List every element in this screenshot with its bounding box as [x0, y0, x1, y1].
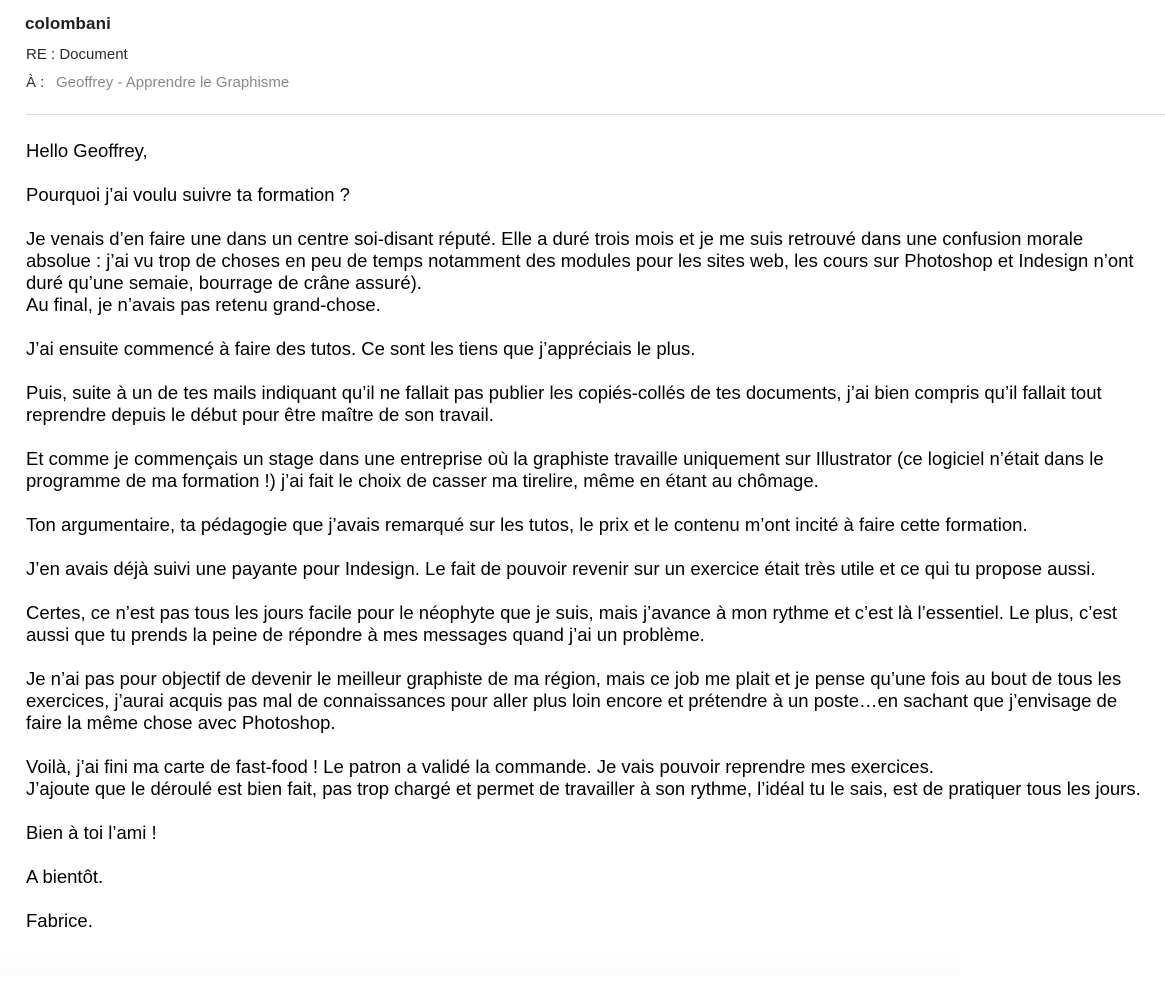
- body-paragraph: Je venais d’en faire une dans un centre soi-disant réputé. Elle a duré trois mois et je me suis retrouvé dans une confusion morale absolue : j’ai vu trop de choses en peu de temps notamment des modules pour les sites web, les cours sur Photoshop et Indesign n’ont duré qu’une semaie, bourrage de crâne assuré). Au final, je n’avais pas retenu grand-chose.: [26, 228, 1134, 315]
- email-header: [0, 0, 1165, 116]
- body-paragraph: Et comme je commençais un stage dans une entreprise où la graphiste travaille uniquement sur Illustrator (ce logiciel n’était dans le programme de ma formation !) j’ai fait le choix de casser ma tirelire, même en étant au chômage.: [26, 448, 1104, 491]
- recipient-label: À :: [26, 74, 45, 91]
- body-paragraph: Ton argumentaire, ta pédagogie que j’avais remarqué sur les tutos, le prix et le contenu m’ont incité à faire cette formation.: [26, 514, 1028, 535]
- body-paragraph-closing: A bientôt.: [26, 866, 104, 887]
- body-paragraph: Certes, ce n’est pas tous les jours facile pour le néophyte que je suis, mais j’avance à mon rythme et c’est là l’essentiel. Le plus, c’est aussi que tu prends la peine de répondre à mes messages quand j’ai un problème.: [26, 602, 1118, 645]
- body-paragraph: Voilà, j’ai fini ma carte de fast-food ! Le patron a validé la commande. Je vais pouvoir reprendre mes exercices. J’ajoute que le déroulé est bien fait, pas trop chargé et permet de travailler à son rythme, l’idéal tu le sais, est de pratiquer tous les jours.: [26, 756, 1141, 799]
- body-paragraph: J’en avais déjà suivi une payante pour Indesign. Le fait de pouvoir revenir sur un exercice était très utile et ce qui tu propose aussi.: [26, 558, 1096, 579]
- body-paragraph: Pourquoi j’ai voulu suivre ta formation ?: [26, 184, 350, 205]
- recipient-row: [26, 74, 289, 91]
- sender-name[interactable]: colombani: [25, 14, 111, 33]
- bottom-fade-overlay: [0, 955, 960, 975]
- body-paragraph-closing: Bien à toi l’ami !: [26, 822, 157, 843]
- recipient-name[interactable]: Geoffrey - Apprendre le Graphisme: [56, 74, 290, 91]
- header-divider: [26, 114, 1165, 115]
- body-paragraph: Je n’ai pas pour objectif de devenir le meilleur graphiste de ma région, mais ce job me plait et je pense qu’une fois au bout de tous les exercices, j’aurai acquis pas mal de connaissances pour aller plus loin encore et prétendre à un poste…en sachant que j’envisage de faire la même chose avec Photoshop.: [26, 668, 1122, 733]
- signature: Fabrice.: [26, 910, 93, 931]
- body-paragraph-greeting: Hello Geoffrey,: [26, 140, 148, 161]
- email-subject: RE : Document: [26, 46, 128, 63]
- body-paragraph: Puis, suite à un de tes mails indiquant qu’il ne fallait pas publier les copiés-collés de tes documents, j’ai bien compris qu’il fallait tout reprendre depuis le début pour être maître de son travail.: [26, 382, 1102, 425]
- body-paragraph: J’ai ensuite commencé à faire des tutos. Ce sont les tiens que j’appréciais le plus.: [26, 338, 696, 359]
- email-body: [26, 140, 1151, 954]
